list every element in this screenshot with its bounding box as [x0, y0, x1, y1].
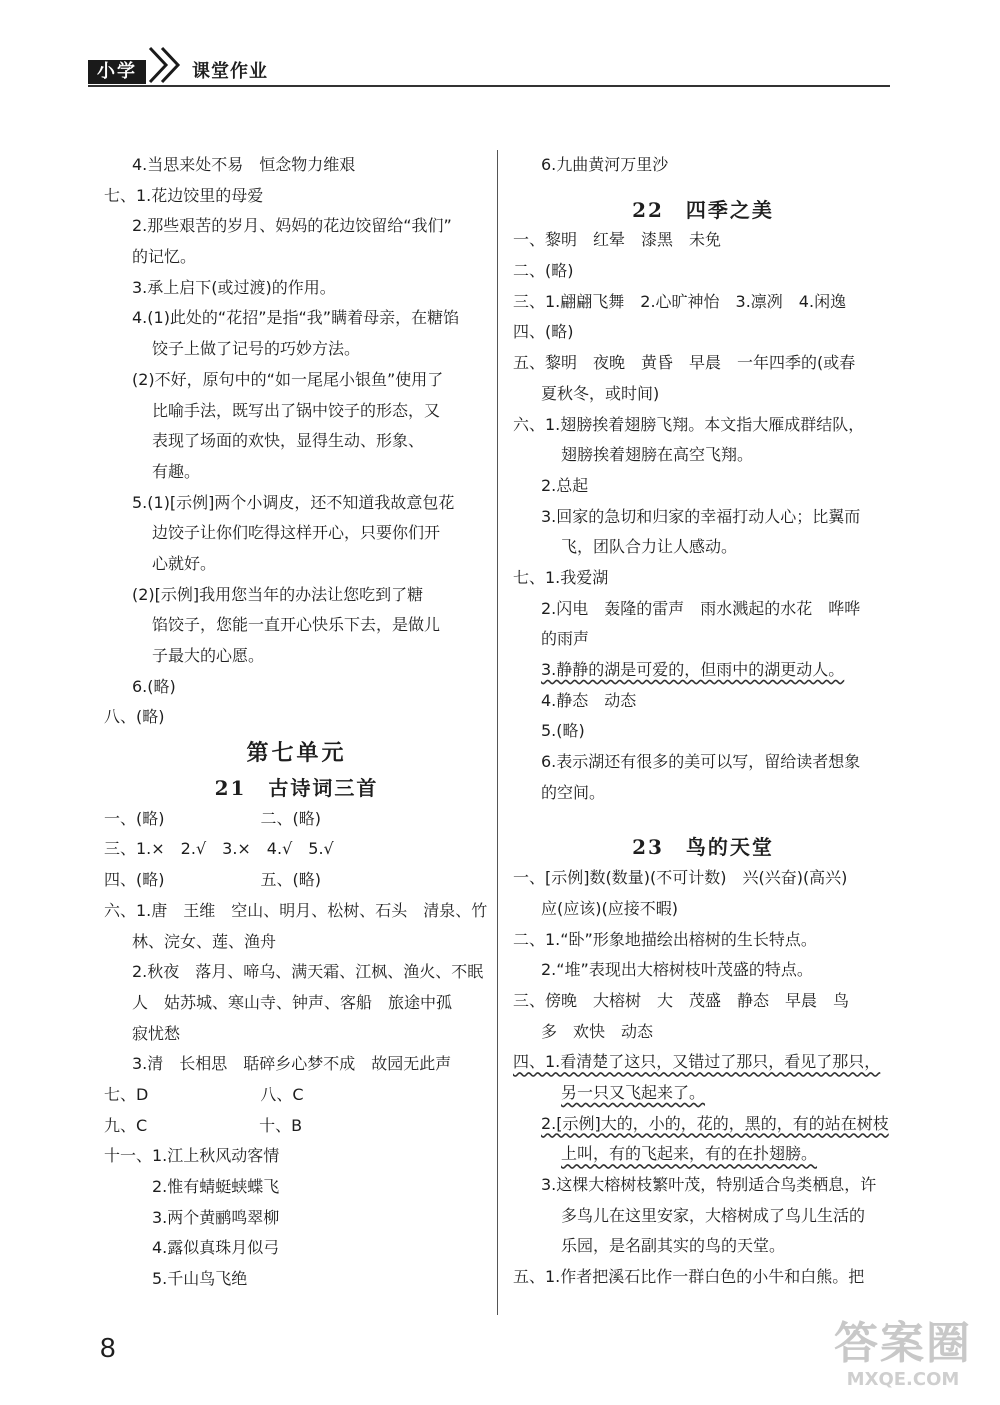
- answer-line: 6.表示湖还有很多的美可以写，留给读者想象: [541, 752, 861, 772]
- answer-line: 寂忧愁: [132, 1023, 181, 1043]
- lesson-title: 22 四季之美: [632, 197, 774, 222]
- answer-line: 乐园，是名副其实的鸟的天堂。: [561, 1236, 786, 1256]
- answer-line: 5.(略): [541, 721, 585, 741]
- page-header: [88, 42, 890, 88]
- answer-line: 3.回家的急切和归家的幸福打动人心；比翼而: [541, 506, 861, 526]
- watermark: [818, 1318, 988, 1396]
- lesson-title: 23 鸟的天堂: [632, 835, 774, 860]
- answer-line: 4.静态 动态: [541, 690, 637, 710]
- answer-line: 3.承上启下(或过渡)的作用。: [132, 277, 336, 297]
- answer-line: 3.清 长相思 聒碎乡心梦不成 故园无此声: [132, 1054, 452, 1074]
- answer-line: 六、1.翅膀挨着翅膀飞翔。本文指大雁成群结队，: [513, 414, 865, 434]
- watermark-url: MXQE.COM: [846, 1369, 960, 1390]
- answer-line: 子最大的心愿。: [152, 646, 265, 665]
- answer-line: 九、C 十、B: [104, 1115, 303, 1135]
- answer-line: 比喻手法，既写出了锅中饺子的形态，又: [152, 400, 441, 420]
- answer-line: 3.这棵大榕树枝繁叶茂，特别适合鸟类栖息，许: [541, 1175, 877, 1194]
- underlined-text: 另一只又飞起来了。: [561, 1082, 706, 1102]
- answer-line: 十一、1.江上秋风动客情: [104, 1146, 280, 1166]
- answer-line: 的雨声: [541, 629, 590, 649]
- answer-line: 七、1.花边饺里的母爱: [104, 185, 264, 205]
- answer-line: 多 欢快 动态: [541, 1021, 654, 1041]
- right-answer-column: [513, 150, 893, 1293]
- watermark-logo: 答案圈: [834, 1318, 972, 1369]
- answer-line: 林、浣女、莲、渔舟: [132, 931, 277, 951]
- underlined-text: 3.静静的湖是可爱的，但雨中的湖更动人。: [541, 660, 845, 679]
- column-divider: [497, 150, 498, 1315]
- answer-line: 4.(1)此处的“花招”是指“我”瞒着母亲，在糖馅: [132, 308, 460, 328]
- answer-line: 三、1.× 2.√ 3.× 4.√ 5.√: [104, 839, 334, 859]
- answer-line: 2.惟有蜻蜓蛱蝶飞: [152, 1177, 280, 1196]
- answer-line: [513, 1139, 893, 1170]
- answer-line: 5.(1)[示例]两个小调皮，还不知道我故意包花: [132, 492, 455, 512]
- unit-title: 第七单元: [246, 740, 347, 767]
- answer-line: 三、1.翩翩飞舞 2.心旷神怡 3.凛冽 4.闲逸: [513, 291, 847, 311]
- answer-line: 七、1.我爱湖: [513, 567, 609, 587]
- answer-line: 的空间。: [541, 782, 606, 802]
- answer-line: 二、1.“卧”形象地描绘出榕树的生长特点。: [513, 929, 817, 949]
- underlined-text: 2.[示例]大的，小的，花的，黑的，有的站在树枝: [541, 1113, 889, 1133]
- answer-line: 一、黎明 红晕 漆黑 未免: [513, 230, 722, 250]
- header-rule: [88, 85, 890, 87]
- answer-line: (2)[示例]我用您当年的办法让您吃到了糖: [132, 584, 424, 604]
- answer-line: 五、黎明 夜晚 黄昏 早晨 一年四季的(或春: [513, 353, 856, 373]
- answer-line: 一、(略) 二、(略): [104, 808, 321, 828]
- answer-line: 馅饺子，您能一直开心快乐下去，是做儿: [152, 615, 441, 635]
- answer-line: 应(应该)(应接不暇): [541, 898, 678, 918]
- answer-line: 七、D 八、C: [104, 1084, 304, 1104]
- double-chevron-icon: [146, 44, 186, 86]
- answer-line: 二、(略): [513, 261, 574, 281]
- answer-line: 4.当思来处不易 恒念物力维艰: [132, 155, 356, 174]
- answer-line: 6.(略): [132, 676, 176, 696]
- answer-line: 三、傍晚 大榕树 大 茂盛 静态 早晨 鸟: [513, 990, 850, 1010]
- answer-line: 六、1.唐 王维 空山、明月、松树、石头 清泉、竹: [104, 900, 488, 920]
- answer-line: 5.千山鸟飞绝: [152, 1269, 248, 1289]
- answer-line: 2.那些艰苦的岁月、妈妈的花边饺留给“我们”: [132, 216, 452, 236]
- answer-line: 飞，团队合力让人感动。: [561, 537, 738, 557]
- answer-line: 八、(略): [104, 707, 165, 727]
- lesson-title: 21 古诗词三首: [214, 776, 379, 801]
- answer-line: 表现了场面的欢快，显得生动、形象、: [152, 431, 425, 451]
- answer-line: 饺子上做了记号的巧妙方法。: [152, 339, 361, 359]
- answer-line: 四、(略) 五、(略): [104, 870, 321, 890]
- page-number: 8: [100, 1332, 116, 1363]
- answer-line: 3.两个黄鹂鸣翠柳: [152, 1207, 280, 1227]
- answer-line: 2.秋夜 落月、啼乌、满天霜、江枫、渔火、不眠: [132, 962, 484, 982]
- left-answer-column: [104, 150, 489, 1295]
- spacer: [513, 808, 893, 832]
- answer-line: 2.总起: [541, 475, 589, 495]
- book-title: 课堂作业: [192, 61, 268, 82]
- answer-line: 人 姑苏城、寒山寺、钟声、客船 旅途中孤: [132, 992, 453, 1012]
- answer-line: 五、1.作者把溪石比作一群白色的小牛和白熊。把: [513, 1267, 865, 1287]
- answer-line: 心就好。: [152, 553, 217, 573]
- answer-line: [513, 1078, 893, 1109]
- answer-line: 2.闪电 轰隆的雷声 雨水溅起的水花 哗哗: [541, 598, 861, 618]
- answer-line: [513, 1047, 893, 1078]
- answer-line: 2.“堆”表现出大榕树枝叶茂盛的特点。: [541, 960, 813, 980]
- answer-line: 边饺子让你们吃得这样开心，只要你们开: [152, 523, 441, 543]
- answer-line: 一、[示例]数(数量)(不可计数) 兴(兴奋)(高兴): [513, 868, 848, 888]
- grade-badge: 小学: [88, 60, 146, 84]
- answer-line: 夏秋冬，或时间): [541, 383, 660, 403]
- answer-line: [513, 1109, 893, 1140]
- answer-line: [513, 655, 893, 686]
- answer-line: 翅膀挨着翅膀在高空飞翔。: [561, 445, 754, 465]
- answer-line: 4.露似真珠月似弓: [152, 1238, 280, 1258]
- answer-line: 6.九曲黄河万里沙: [541, 155, 669, 174]
- answer-line: 多鸟儿在这里安家，大榕树成了鸟儿生活的: [561, 1205, 866, 1225]
- answer-line: 的记忆。: [132, 247, 197, 267]
- answer-line: (2)不好，原句中的“如一尾尾小银鱼”使用了: [132, 369, 444, 389]
- underlined-text: 上叫，有的飞起来，有的在扑翅膀。: [561, 1144, 818, 1164]
- answer-line: 四、(略): [513, 322, 574, 342]
- spacer: [513, 181, 893, 195]
- underlined-text: 四、1.看清楚了这只，又错过了那只，看见了那只，: [513, 1052, 881, 1072]
- answer-line: 有趣。: [152, 461, 201, 481]
